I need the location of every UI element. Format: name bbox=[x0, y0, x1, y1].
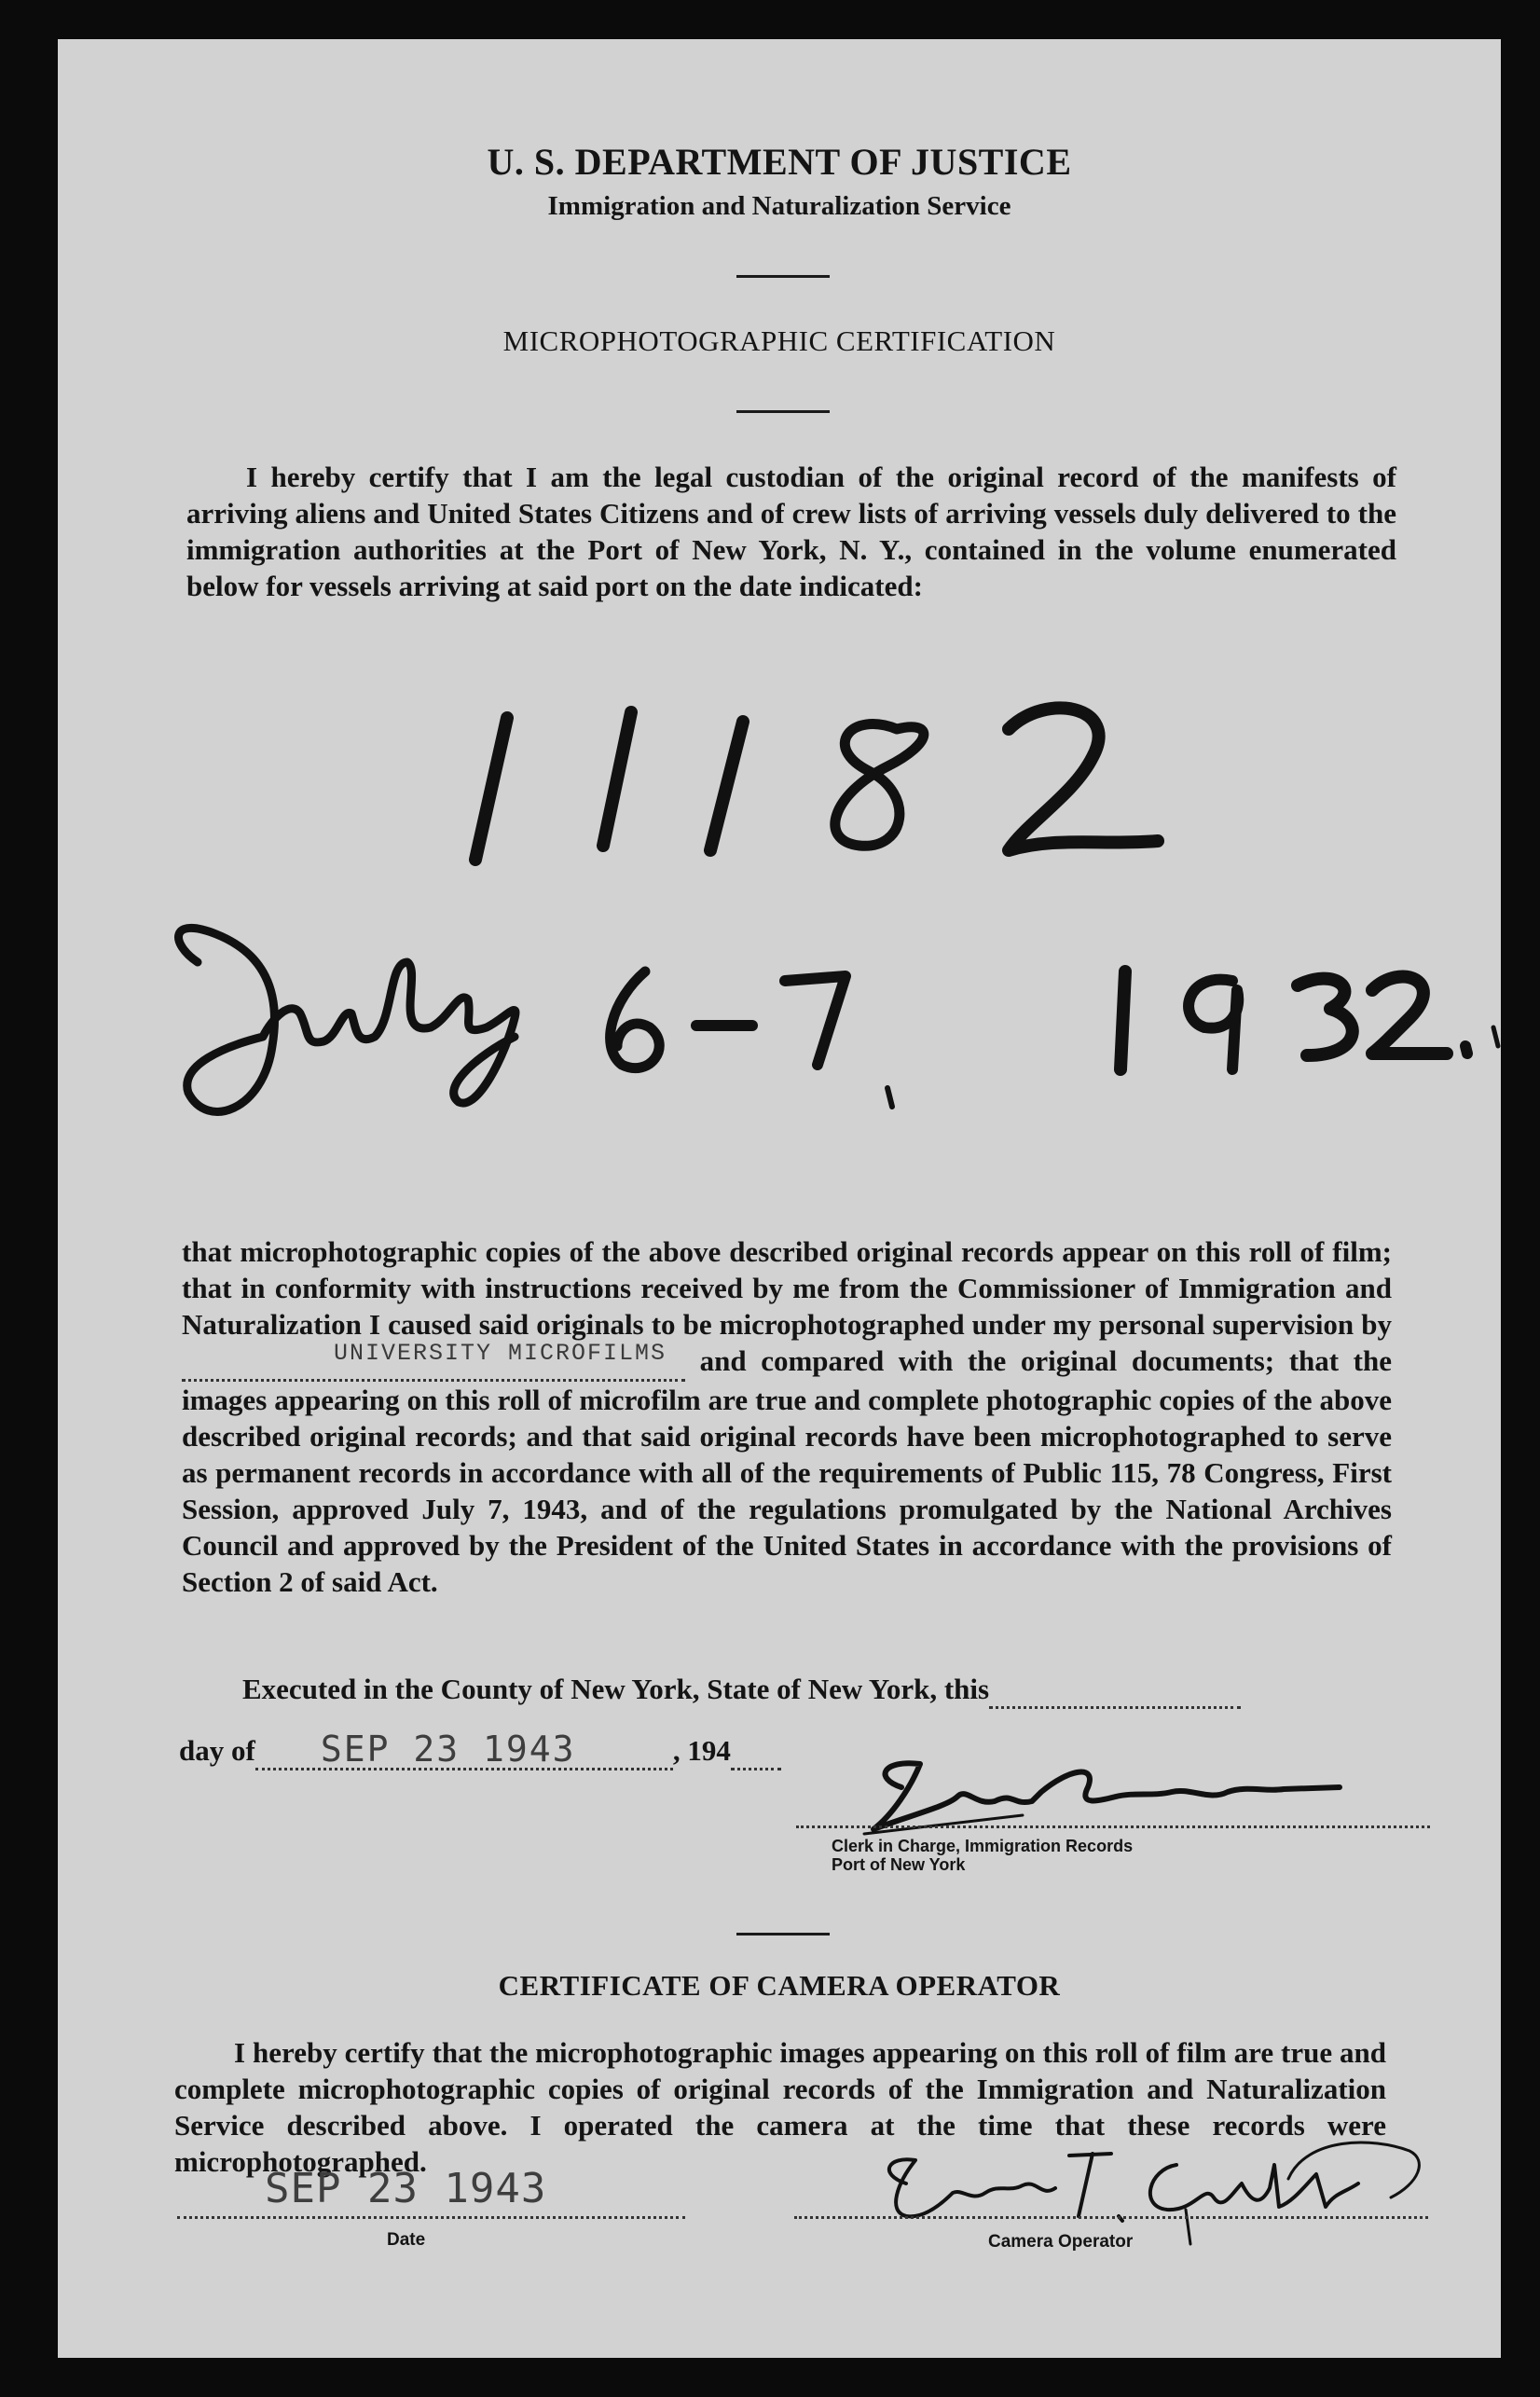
clerk-title-line: Clerk in Charge, Immigration Records bbox=[832, 1837, 1134, 1855]
service-subtitle: Immigration and Naturalization Service bbox=[547, 191, 1011, 221]
camera-date-stamp: SEP 23 1943 bbox=[265, 2165, 547, 2212]
execution-line bbox=[242, 1673, 1241, 1709]
handwritten-volume-number bbox=[449, 673, 1270, 878]
filmer-name: UNIVERSITY MICROFILMS bbox=[333, 1340, 667, 1367]
certification-heading: MICROPHOTOGRAPHIC CERTIFICATION bbox=[502, 324, 1056, 357]
day-of-line bbox=[179, 1729, 781, 1770]
camera-operator-signature bbox=[869, 2128, 1447, 2258]
department-title: U. S. DEPARTMENT OF JUSTICE bbox=[487, 141, 1072, 183]
custodian-paragraph: I hereby certify that I am the legal custodian of the original record of the manifests of arriving aliens and United States Citizens and of crew lists of arriving vessels duly delivered to the immigration authorities at the Port of New York, N. Y., contained in the volume enumerated below for vessels arriving at said port on the date indicated: bbox=[186, 461, 1396, 602]
execution-text: Executed in the County of New York, State of New York, this bbox=[242, 1673, 990, 1705]
certificate-page bbox=[58, 39, 1501, 2358]
divider bbox=[736, 1933, 830, 1936]
filmer-line bbox=[182, 1340, 685, 1382]
divider bbox=[736, 410, 830, 413]
camera-operator-paragraph: I hereby certify that the microphotographic images appearing on this roll of film are true and complete microphotographic copies of original records of the Immigration and Naturalization Service described above. I operated the camera at the time that these records were microphotographed. bbox=[174, 2036, 1386, 2178]
clerk-title bbox=[832, 1837, 1133, 1874]
date-stamp: SEP 23 1943 bbox=[320, 1729, 576, 1770]
date-line bbox=[177, 2216, 685, 2219]
day-of-label: day of bbox=[179, 1734, 255, 1767]
comparison-text: and compared with the original documents; that the images appearing on this roll of microfilm are true and complete photographic copies of the above described original records; and that said original records have been microphotographed to serve as permanent records in accordance with all of the requirements of Public 115, 78 Congress, First Session, approved July 7, 1943, and of the regulations promulgated by the National Archives Council and approved by the President of the United States in accordance with the provisions of Section 2 of said Act. bbox=[182, 1344, 1393, 1598]
camera-operator-line bbox=[794, 2216, 1428, 2219]
camera-operator-label: Camera Operator bbox=[988, 2232, 1134, 2252]
supervision-paragraph bbox=[182, 1233, 1392, 1600]
date-label: Date bbox=[387, 2230, 426, 2250]
clerk-port-line: Port of New York bbox=[832, 1855, 966, 1874]
year-prefix: , 194 bbox=[672, 1734, 731, 1767]
clerk-signature-line bbox=[796, 1825, 1430, 1828]
handwritten-date bbox=[151, 906, 1503, 1149]
clerk-signature bbox=[855, 1750, 1377, 1843]
camera-operator-heading: CERTIFICATE OF CAMERA OPERATOR bbox=[498, 1969, 1061, 2002]
divider bbox=[736, 275, 830, 278]
supervision-text: that microphotographic copies of the above described original records appear on this roll of film; that in conformity with instructions received by me from the Commissioner of Immigration and Naturalization I caused said originals to be microphotographed under my personal supervision by bbox=[182, 1235, 1392, 1341]
